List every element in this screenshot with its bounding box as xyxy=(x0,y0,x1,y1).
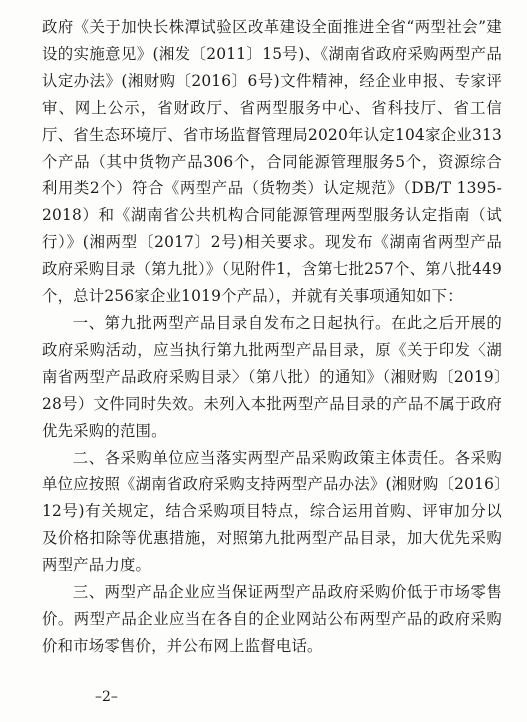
paragraph-item-1: 一、第九批两型产品目录自发布之日起执行。在此之后开展的政府采购活动，应当执行第九批两型产品目录，原《关于印发〈湖南省两型产品政府采购目录〉（第八批）的通知》（湘财购〔2019〕28号）文件同时失效。未列入本批两型产品目录的产品不属于政府优先采购的范围。 xyxy=(42,313,502,440)
body-text xyxy=(42,14,502,660)
paragraph-item-3: 三、两型产品企业应当保证两型产品政府采购价低于市场零售价。两型产品企业应当在各自的企业网站公布两型产品的政府采购价和市场零售价，并公布网上监督电话。 xyxy=(42,583,502,655)
page-number: –2– xyxy=(95,689,118,705)
paragraph-intro: 政府《关于加快长株潭试验区改革建设全面推进全省“两型社会”建设的实施意见》(湘发〔2011〕15号)、《湖南省政府采购两型产品认定办法》(湘财购〔2016〕6号)文件精神，经企业申报、专家评审、网上公示，省财政厅、省两型服务中心、省科技厅、省工信厅、省生态环境厅、省市场监督管理局2020年认定104家企业313个产品（其中货物产品306个，合同能源管理服务5个，资源综合利用类2个）符合《两型产品（货物类）认定规范》（DB/T 1395-2018）和《湖南省公共机构合同能源管理两型服务认定指南（试行）》(湘两型〔2017〕2号)相关要求。现发布《湖南省两型产品政府采购目录（第九批）》（见附件1，含第七批257个、第八批449个，总计256家企业1019个产品），并就有关事项通知如下： xyxy=(42,18,502,306)
paragraph-item-2: 二、各采购单位应当落实两型产品采购政策主体责任。各采购单位应按照《湖南省政府采购支持两型产品办法》(湘财购〔2016〕12号)有关规定，结合采购项目特点，综合运用首购、评审加分以及价格扣除等优惠措施，对照第九批两型产品目录，加大优先采购两型产品力度。 xyxy=(42,448,502,575)
